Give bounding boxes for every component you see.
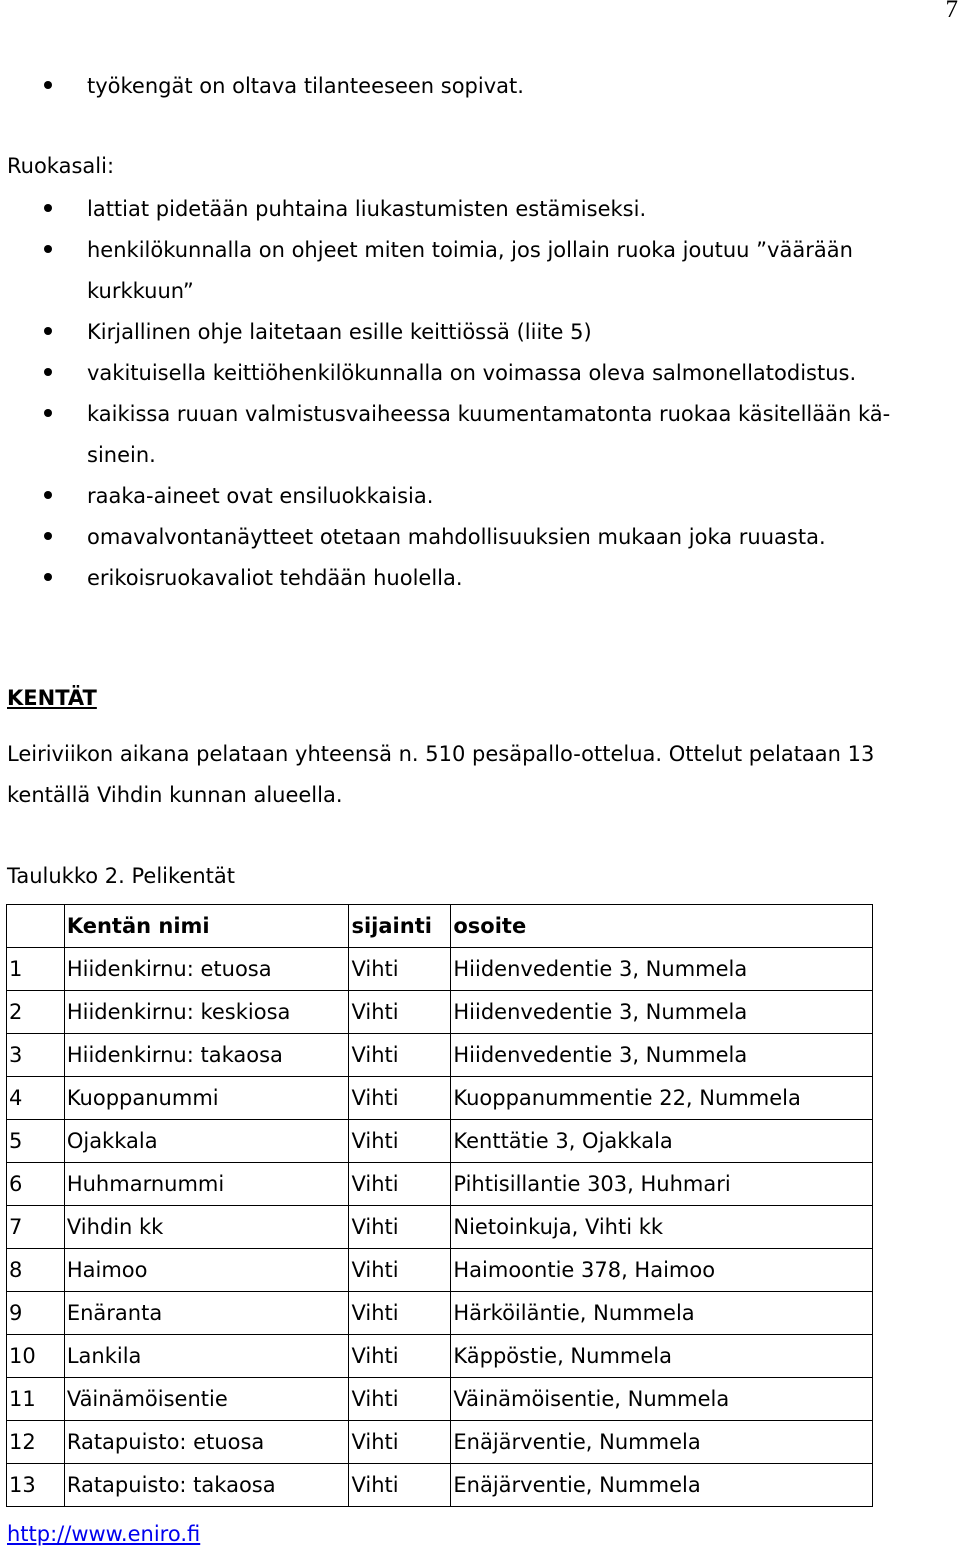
list-item-text: lattiat pidetään puhtaina liukastumisten estämiseksi. <box>87 197 647 221</box>
table-row <box>7 1335 873 1378</box>
cell-address: Kenttätie 3, Ojakkala <box>451 1120 873 1163</box>
cell-number: 8 <box>7 1249 65 1292</box>
cell-address: Enäjärventie, Nummela <box>451 1421 873 1464</box>
table-row <box>7 1163 873 1206</box>
page-number: 7 <box>945 0 958 23</box>
cell-number: 12 <box>7 1421 65 1464</box>
table-row <box>7 1120 873 1163</box>
list-item <box>0 66 947 107</box>
cell-field-name: Haimoo <box>64 1249 349 1292</box>
table-header-row <box>7 905 873 948</box>
table-row <box>7 948 873 991</box>
bullet-icon <box>44 491 52 499</box>
cell-field-name: Vihdin kk <box>64 1206 349 1249</box>
bullet-icon <box>44 532 52 540</box>
cell-location: Vihti <box>349 1292 451 1335</box>
ruokasali-bullet-list <box>0 189 960 599</box>
list-item-text: työkengät on oltava tilanteeseen sopivat. <box>87 74 524 98</box>
cell-field-name: Väinämöisentie <box>64 1378 349 1421</box>
bullet-icon <box>44 368 52 376</box>
bullet-icon <box>44 245 52 253</box>
list-item-text: erikoisruokavaliot tehdään huolella. <box>87 566 463 590</box>
list-item-text: Kirjallinen ohje laitetaan esille keittiössä (liite 5) <box>87 320 592 344</box>
table-row <box>7 1292 873 1335</box>
cell-address: Väinämöisentie, Nummela <box>451 1378 873 1421</box>
cell-address: Nietoinkuja, Vihti kk <box>451 1206 873 1249</box>
list-item-text: henkilökunnalla on ohjeet miten toimia, jos jollain ruoka joutuu ”väärään kurkkuun” <box>87 238 853 303</box>
cell-number: 6 <box>7 1163 65 1206</box>
header-field-name: Kentän nimi <box>64 905 349 948</box>
table-row <box>7 1464 873 1507</box>
cell-location: Vihti <box>349 1335 451 1378</box>
top-bullet-list <box>0 66 960 107</box>
cell-location: Vihti <box>349 1378 451 1421</box>
cell-field-name: Huhmarnummi <box>64 1163 349 1206</box>
cell-number: 13 <box>7 1464 65 1507</box>
bullet-icon <box>44 204 52 212</box>
cell-address: Hiidenvedentie 3, Nummela <box>451 991 873 1034</box>
table-caption: Taulukko 2. Pelikentät <box>7 864 235 888</box>
list-item <box>0 476 947 517</box>
cell-number: 3 <box>7 1034 65 1077</box>
cell-address: Enäjärventie, Nummela <box>451 1464 873 1507</box>
table-body <box>7 948 873 1507</box>
cell-location: Vihti <box>349 991 451 1034</box>
cell-field-name: Hiidenkirnu: keskiosa <box>64 991 349 1034</box>
list-item <box>0 353 947 394</box>
list-item <box>0 394 947 476</box>
bullet-icon <box>44 327 52 335</box>
table-row <box>7 1249 873 1292</box>
cell-number: 5 <box>7 1120 65 1163</box>
cell-location: Vihti <box>349 1034 451 1077</box>
cell-location: Vihti <box>349 1464 451 1507</box>
cell-number: 7 <box>7 1206 65 1249</box>
cell-location: Vihti <box>349 948 451 991</box>
cell-address: Kuoppanummentie 22, Nummela <box>451 1077 873 1120</box>
cell-field-name: Ratapuisto: takaosa <box>64 1464 349 1507</box>
bullet-icon <box>44 409 52 417</box>
list-item <box>0 517 947 558</box>
cell-number: 11 <box>7 1378 65 1421</box>
cell-address: Haimoontie 378, Haimoo <box>451 1249 873 1292</box>
list-item <box>0 230 947 312</box>
cell-location: Vihti <box>349 1249 451 1292</box>
header-location: sijainti <box>349 905 451 948</box>
header-number <box>7 905 65 948</box>
cell-number: 4 <box>7 1077 65 1120</box>
cell-number: 10 <box>7 1335 65 1378</box>
table-row <box>7 1206 873 1249</box>
bullet-icon <box>44 81 52 89</box>
list-item <box>0 189 947 230</box>
header-address: osoite <box>451 905 873 948</box>
cell-field-name: Ratapuisto: etuosa <box>64 1421 349 1464</box>
cell-field-name: Ojakkala <box>64 1120 349 1163</box>
list-item <box>0 312 947 353</box>
table-row <box>7 1077 873 1120</box>
table-row <box>7 1421 873 1464</box>
list-item-text: omavalvontanäytteet otetaan mahdollisuuksien mukaan joka ruuasta. <box>87 525 826 549</box>
cell-address: Hiidenvedentie 3, Nummela <box>451 948 873 991</box>
list-item-text: vakituisella keittiöhenkilökunnalla on voimassa oleva salmonellatodistus. <box>87 361 857 385</box>
cell-number: 1 <box>7 948 65 991</box>
cell-field-name: Enäranta <box>64 1292 349 1335</box>
cell-location: Vihti <box>349 1120 451 1163</box>
bullet-icon <box>44 573 52 581</box>
cell-address: Pihtisillantie 303, Huhmari <box>451 1163 873 1206</box>
fields-table <box>6 904 873 1507</box>
cell-address: Hiidenvedentie 3, Nummela <box>451 1034 873 1077</box>
kentat-paragraph: Leiriviikon aikana pelataan yhteensä n. 510 pesäpallo-ottelua. Ottelut pelataan 13 kentällä Vihdin kunnan alueella. <box>7 742 875 807</box>
list-item-text: kaikissa ruuan valmistusvaiheessa kuumentamatonta ruokaa käsitellään kä-sinein. <box>87 402 891 467</box>
cell-number: 9 <box>7 1292 65 1335</box>
list-item-text: raaka-aineet ovat ensiluokkaisia. <box>87 484 434 508</box>
cell-field-name: Hiidenkirnu: takaosa <box>64 1034 349 1077</box>
cell-address: Härköiläntie, Nummela <box>451 1292 873 1335</box>
cell-address: Käppöstie, Nummela <box>451 1335 873 1378</box>
cell-field-name: Hiidenkirnu: etuosa <box>64 948 349 991</box>
table-row <box>7 991 873 1034</box>
cell-field-name: Kuoppanummi <box>64 1077 349 1120</box>
cell-location: Vihti <box>349 1421 451 1464</box>
ruokasali-heading: Ruokasali: <box>7 154 115 178</box>
table-row <box>7 1034 873 1077</box>
list-item <box>0 558 947 599</box>
cell-field-name: Lankila <box>64 1335 349 1378</box>
source-link[interactable]: http://www.eniro.fi <box>7 1522 201 1546</box>
cell-number: 2 <box>7 991 65 1034</box>
kentat-heading: KENTÄT <box>7 686 97 710</box>
cell-location: Vihti <box>349 1077 451 1120</box>
table-row <box>7 1378 873 1421</box>
cell-location: Vihti <box>349 1206 451 1249</box>
cell-location: Vihti <box>349 1163 451 1206</box>
